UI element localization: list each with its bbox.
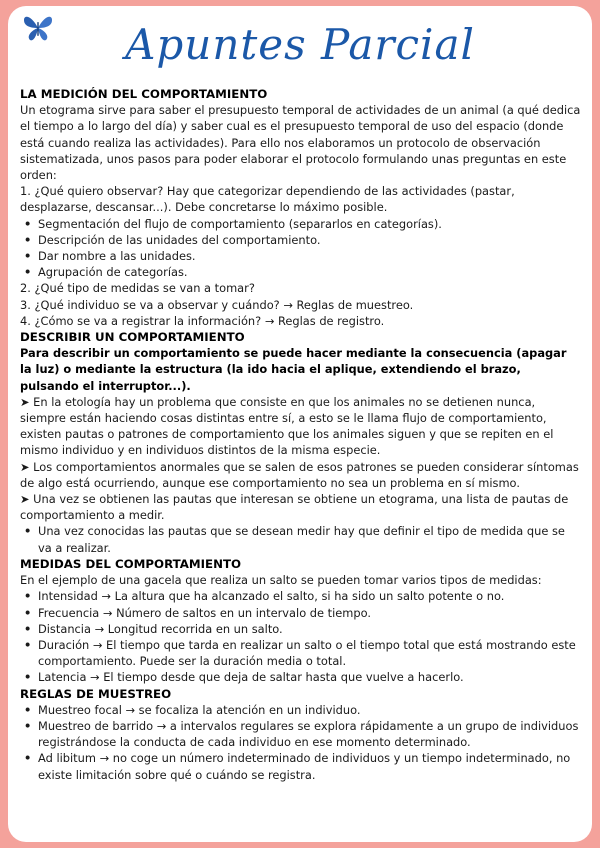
page-title: Apuntes Parcial xyxy=(125,20,475,69)
notes-content xyxy=(20,86,582,783)
list-item: • Duración → El tiempo que tarda en realizar un salto o el tiempo total que está mostrando este comportamiento. Puede ser la duración media o total. xyxy=(20,637,582,669)
list-item: • Agrupación de categorías. xyxy=(20,264,582,280)
list-item: • Segmentación del flujo de comportamiento (separarlos en categorías). xyxy=(20,216,582,232)
question-2: 2. ¿Qué tipo de medidas se van a tomar? xyxy=(20,281,255,296)
list-item: • Distancia → Longitud recorrida en un salto. xyxy=(20,621,582,637)
list-item: • Muestreo de barrido → a intervalos regulares se explora rápidamente a un grupo de individuos registrándose la conducta de cada individuo en ese momento determinado. xyxy=(20,718,582,750)
section-heading-medidas: MEDIDAS DEL COMPORTAMIENTO xyxy=(20,556,242,571)
bullet-list-muestreo xyxy=(20,702,582,783)
bullet-list-categorias xyxy=(20,216,582,281)
question-3: 3. ¿Qué individuo se va a observar y cuándo? → Reglas de muestreo. xyxy=(20,297,414,312)
list-item: • Ad libitum → no coge un número indeterminado de individuos y un tiempo indeterminado, no existe limitación sobre qué o cuándo se registra. xyxy=(20,750,582,782)
list-item: • Dar nombre a las unidades. xyxy=(20,248,582,264)
paragraph-gacela: En el ejemplo de una gacela que realiza un salto se pueden tomar varios tipos de medidas: xyxy=(20,573,542,588)
bullet-list-pautas xyxy=(20,523,582,555)
list-item: • Muestreo focal → se focaliza la atención en un individuo. xyxy=(20,702,582,718)
list-item: • Intensidad → La altura que ha alcanzado el salto, si ha sido un salto potente o no. xyxy=(20,588,582,604)
list-item: • Una vez conocidas las pautas que se desean medir hay que definir el tipo de medida que se va a realizar. xyxy=(20,523,582,555)
paragraph-describir-bold: Para describir un comportamiento se puede hacer mediante la consecuencia (apagar la luz) o mediante la estructura (la ido hacia el aplique, extendiendo el brazo, pulsando el interruptor...). xyxy=(20,346,567,393)
question-1: 1. ¿Qué quiero observar? Hay que categorizar dependiendo de las actividades (pastar, desplazarse, descansar...). Debe concretarse lo máximo posible. xyxy=(20,184,515,215)
list-item: • Latencia → El tiempo desde que deja de saltar hasta que vuelve a hacerlo. xyxy=(20,669,582,685)
bullet-list-medidas xyxy=(20,588,582,685)
paragraph-anormales: ➤ Los comportamientos anormales que se salen de esos patrones se pueden considerar síntomas de algo está ocurriendo, aunque ese comportamiento no sea un problema en sí mismo. xyxy=(20,459,579,490)
section-heading-describir: DESCRIBIR UN COMPORTAMIENTO xyxy=(20,330,245,345)
list-item: • Frecuencia → Número de saltos en un intervalo de tiempo. xyxy=(20,605,582,621)
paragraph-pautas: ➤ Una vez se obtienen las pautas que interesan se obtiene un etograma, una lista de pautas de comportamiento a medir. xyxy=(20,492,569,523)
list-item: • Descripción de las unidades del comportamiento. xyxy=(20,232,582,248)
question-4: 4. ¿Cómo se va a registrar la información? → Reglas de registro. xyxy=(20,313,385,328)
section-heading-muestreo: REGLAS DE MUESTREO xyxy=(20,686,172,701)
paragraph-etograma: Un etograma sirve para saber el presupuesto temporal de actividades de un animal (a qué dedica el tiempo a lo largo del día) y saber cual es el presupuesto temporal de uso del espacio (donde está cuando realiza las actividades). Para ello nos elaboramos un protocolo de observación sistematizada, unos pasos para poder elaborar el protocolo formulando unas preguntas en este orden: xyxy=(20,103,581,183)
document-page xyxy=(8,6,592,842)
paragraph-flujo: ➤ En la etología hay un problema que consiste en que los animales no se detienen nunca, siempre están haciendo cosas distintas entre sí, a esto se le llama flujo de comportamiento, existen pautas o patrones de comportamiento que los animales siguen y que se repiten en el mismo individuo y en individuos distintos de la misma especie. xyxy=(20,394,554,458)
section-heading-medicion: LA MEDICIÓN DEL COMPORTAMIENTO xyxy=(20,87,268,101)
